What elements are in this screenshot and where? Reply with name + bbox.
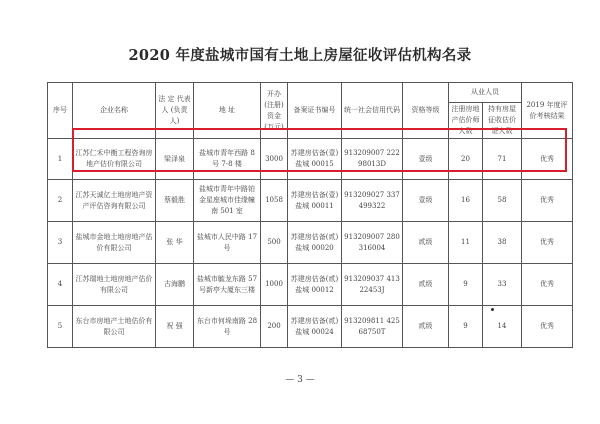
institution-table [47, 82, 573, 348]
header-eval: 2019 年度评价考核结果 [522, 83, 573, 139]
cell-staff-certified: 33 [483, 264, 522, 306]
cell-staff-registered: 16 [449, 180, 483, 222]
table-row [48, 306, 573, 348]
header-capital: 开办(注册)资金(万元) [261, 83, 288, 139]
cell-name: 江苏天诚亿土地房地产资产评估咨询有限公司 [73, 180, 156, 222]
cell-capital: 1000 [261, 264, 288, 306]
cell-credit: 913209007 280316004 [342, 222, 403, 264]
cell-filing: 苏建房估备(贰)盐城 00024 [288, 306, 342, 348]
cell-capital: 200 [261, 306, 288, 348]
cell-staff-registered: 9 [449, 306, 483, 348]
header-rep: 法 定 代表人 (负责人) [156, 83, 194, 139]
cell-addr: 盐城市青年中路铂金星座城市佳缘幢南 501 室 [194, 180, 261, 222]
cell-staff-certified: 58 [483, 180, 522, 222]
table-row [48, 180, 573, 222]
cell-credit: 913209811 42568750T [342, 306, 403, 348]
cell-seq: 1 [48, 139, 73, 180]
cell-name: 东台市房地产土地估价有限公司 [73, 306, 156, 348]
header-addr: 地 址 [194, 83, 261, 139]
header-staff-registered: 注册房地产估价师人数 [449, 103, 483, 139]
cell-credit: 913209027 337499322 [342, 180, 403, 222]
cell-seq: 4 [48, 264, 73, 306]
cell-grade: 贰级 [403, 264, 449, 306]
cell-name: 江苏瑞地土地房地产估价有限公司 [73, 264, 156, 306]
cell-capital: 3000 [261, 139, 288, 180]
cell-seq: 2 [48, 180, 73, 222]
header-credit: 统一社会信用代码 [342, 83, 403, 139]
cell-eval: 优秀 [522, 139, 573, 180]
cell-grade: 贰级 [403, 306, 449, 348]
header-staff-group: 从业人员 [449, 83, 522, 103]
table-row [48, 264, 573, 306]
cell-staff-registered: 11 [449, 222, 483, 264]
cell-addr: 盐城市青年西路 8 号 7-8 楼 [194, 139, 261, 180]
cell-filing: 苏建房估备(贰)盐城 00020 [288, 222, 342, 264]
cell-credit: 913209037 41322453J [342, 264, 403, 306]
cell-filing: 苏建房估备(贰)盐城 00012 [288, 264, 342, 306]
cell-staff-certified: 71 [483, 139, 522, 180]
cell-filing: 苏建房估备(壹)盐城 00015 [288, 139, 342, 180]
cell-staff-certified: 38 [483, 222, 522, 264]
cell-rep: 蔡毅胜 [156, 180, 194, 222]
cell-credit: 913209007 22298013D [342, 139, 403, 180]
cell-addr: 盐城市毓龙东路 57 号新亭大厦东三楼 [194, 264, 261, 306]
cell-grade: 壹级 [403, 139, 449, 180]
cell-rep: 祝 强 [156, 306, 194, 348]
cell-addr: 东台市何垛南路 28 号 [194, 306, 261, 348]
cell-eval: 优秀 [522, 264, 573, 306]
cell-rep: 古海鹏 [156, 264, 194, 306]
cell-filing: 苏建房估备(壹)盐城 00011 [288, 180, 342, 222]
cell-seq: 3 [48, 222, 73, 264]
cell-name: 盐城市金地土地房地产估价有限公司 [73, 222, 156, 264]
header-staff-certified: 持有房屋征收估价证人数 [483, 103, 522, 139]
cell-eval: 优秀 [522, 180, 573, 222]
stray-mark [491, 308, 494, 311]
cell-eval: 优秀 [522, 306, 573, 348]
header-filing: 备案证书编号 [288, 83, 342, 139]
page-title: 2020 年度盐城市国有土地上房屋征收评估机构名录 [128, 47, 472, 64]
header-seq: 序号 [48, 83, 73, 139]
cell-addr: 盐城市人民中路 17 号 [194, 222, 261, 264]
cell-rep: 张 华 [156, 222, 194, 264]
table-row [48, 139, 573, 180]
cell-name: 江苏仁禾中衡工程咨询房地产估价有限公司 [73, 139, 156, 180]
table-row [48, 222, 573, 264]
cell-staff-registered: 9 [449, 264, 483, 306]
cell-staff-certified: 14 [483, 306, 522, 348]
header-grade: 资格等级 [403, 83, 449, 139]
cell-capital: 500 [261, 222, 288, 264]
header-name: 企业名称 [73, 83, 156, 139]
cell-grade: 壹级 [403, 180, 449, 222]
cell-eval: 优秀 [522, 222, 573, 264]
page-number: — 3 — [285, 375, 315, 385]
cell-capital: 1058 [261, 180, 288, 222]
cell-staff-registered: 20 [449, 139, 483, 180]
cell-seq: 5 [48, 306, 73, 348]
cell-rep: 梁泽泉 [156, 139, 194, 180]
cell-grade: 贰级 [403, 222, 449, 264]
